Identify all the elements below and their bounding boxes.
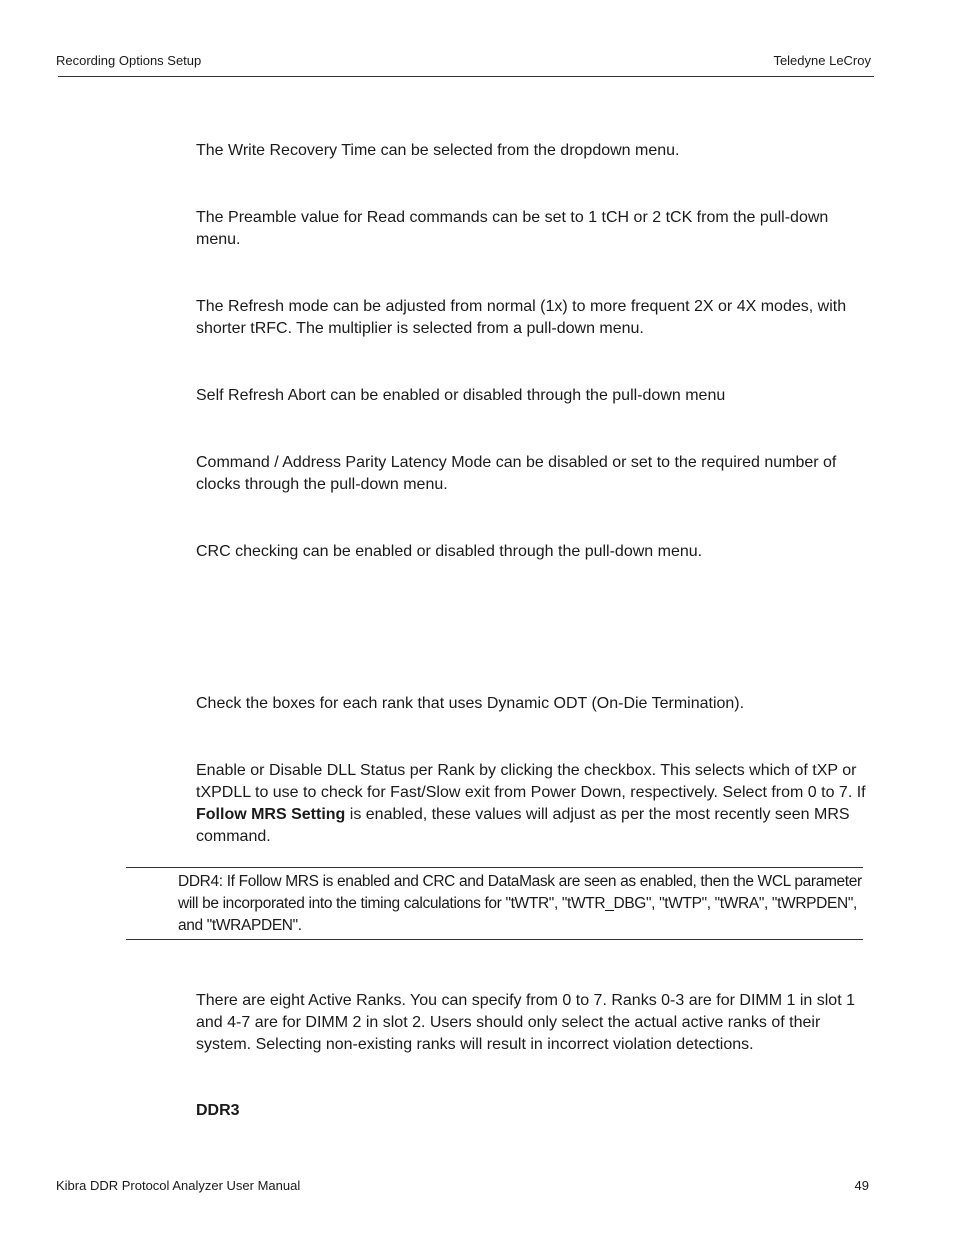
ddr4-note-text: DDR4: If Follow MRS is enabled and CRC and DataMask are seen as enabled, then the WCL parameter will be incorporated into the timing calculations for "tWTR", "tWTR_DBG", "tWTP", "tWRA", "tWRPDEN", and "tWRAPDEN". — [178, 873, 862, 934]
ddr3-heading: DDR3 — [196, 1102, 240, 1119]
dynamic-odt-paragraph: Check the boxes for each rank that uses Dynamic ODT (On-Die Termination). — [196, 695, 745, 712]
header-divider — [58, 76, 874, 77]
running-header-company: Teledyne LeCroy — [773, 53, 871, 68]
ddr4-note-box — [126, 867, 863, 940]
dll-status-text-start: Enable or Disable DLL Status per Rank by clicking the checkbox. This selects which of tXP or tXPDLL to use to check for Fast/Slow exit from Power Down, respectively. Select from 0 to 7. If — [196, 762, 866, 801]
dll-status-text-end: is enabled, these values will adjust as per the most recently seen MRS command. — [196, 806, 850, 845]
self-refresh-abort-paragraph: Self Refresh Abort can be enabled or disabled through the pull-down menu — [196, 387, 726, 404]
dll-status-paragraph — [196, 760, 874, 848]
refresh-mode-paragraph: The Refresh mode can be adjusted from normal (1x) to more frequent 2X or 4X modes, with shorter tRFC. The multiplier is selected from a pull-down menu. — [196, 298, 847, 337]
preamble-paragraph: The Preamble value for Read commands can be set to 1 tCH or 2 tCK from the pull-down menu. — [196, 209, 829, 248]
running-header-section: Recording Options Setup — [56, 53, 202, 68]
ca-parity-paragraph: Command / Address Parity Latency Mode can be disabled or set to the required number of clocks through the pull-down menu. — [196, 454, 837, 493]
active-ranks-paragraph: There are eight Active Ranks. You can specify from 0 to 7. Ranks 0-3 are for DIMM 1 in slot 1 and 4-7 are for DIMM 2 in slot 2. Users should only select the actual active ranks of their system. Selecting non-existing ranks will result in incorrect violation detections. — [196, 992, 855, 1053]
follow-mrs-setting-term: Follow MRS Setting — [196, 806, 346, 823]
write-recovery-paragraph: The Write Recovery Time can be selected from the dropdown menu. — [196, 142, 680, 159]
crc-paragraph: CRC checking can be enabled or disabled through the pull-down menu. — [196, 543, 703, 560]
footer-manual-title: Kibra DDR Protocol Analyzer User Manual — [56, 1178, 301, 1193]
page-number: 49 — [854, 1178, 869, 1193]
